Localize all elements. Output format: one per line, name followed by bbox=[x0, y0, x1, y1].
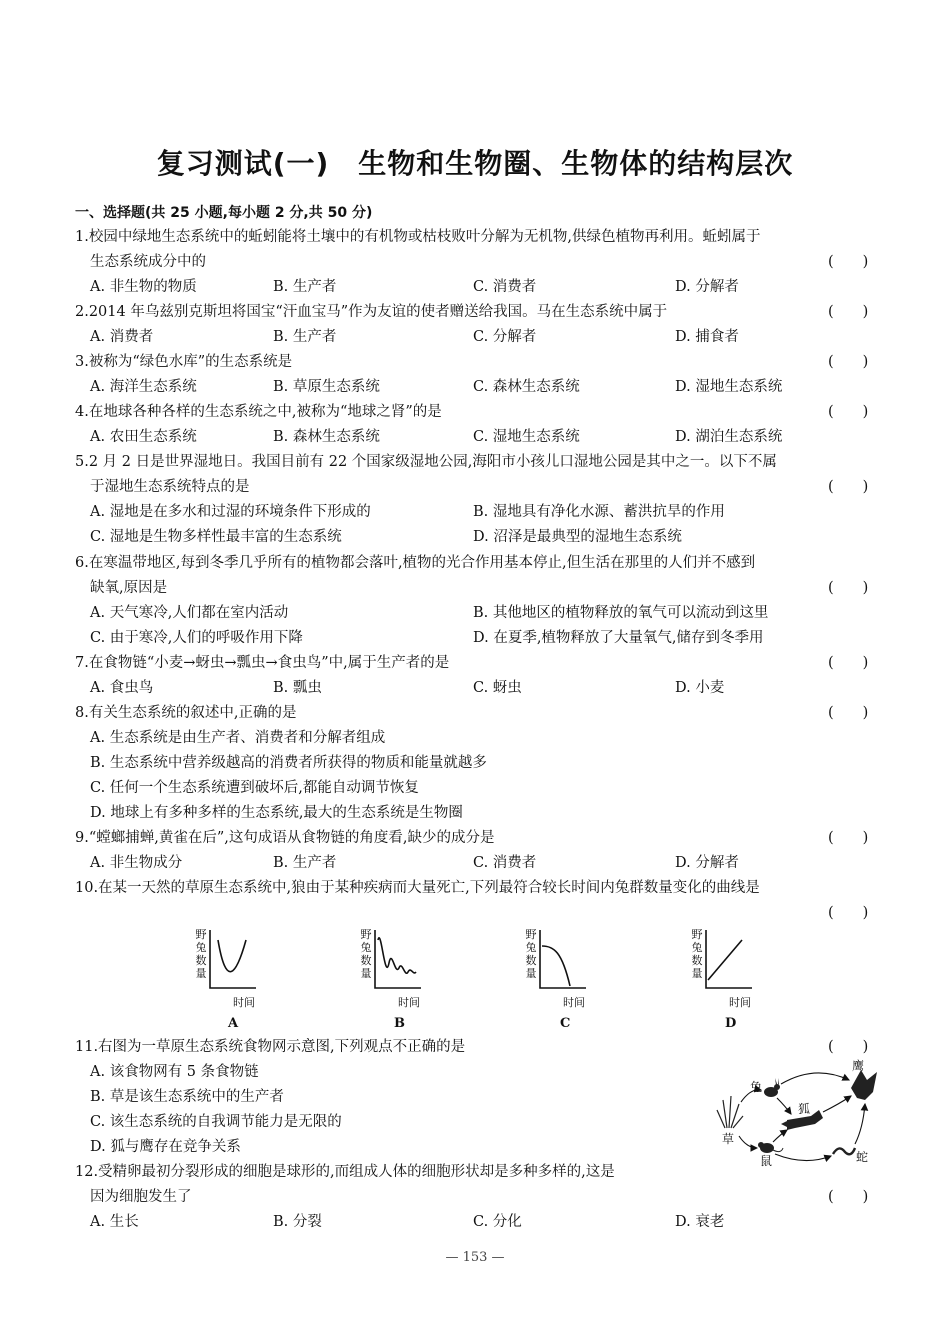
q1-option-c[interactable]: C. 消费者 bbox=[473, 279, 537, 295]
question-5-stem-cont: 于湿地生态系统特点的是 bbox=[90, 479, 250, 495]
q12-option-b[interactable]: B. 分裂 bbox=[273, 1214, 322, 1230]
q5-option-d[interactable]: D. 沼泽是最典型的湿地生态系统 bbox=[473, 529, 682, 545]
answer-blank-3[interactable]: ( ) bbox=[828, 354, 869, 370]
q6-option-d[interactable]: D. 在夏季,植物释放了大量氧气,储存到冬季用 bbox=[473, 630, 764, 646]
graph-d-ylabel: 野兔数量 bbox=[691, 928, 703, 980]
q7-option-d[interactable]: D. 小麦 bbox=[675, 680, 725, 696]
q1-option-b[interactable]: B. 生产者 bbox=[273, 279, 337, 295]
graph-b-label[interactable]: B bbox=[394, 1016, 405, 1031]
q7-option-c[interactable]: C. 蚜虫 bbox=[473, 680, 522, 696]
question-5-stem: 5.2 月 2 日是世界湿地日。我国目前有 22 个国家级湿地公园,海阳市小孩儿口湿地公园是其中之一。以下不属 bbox=[75, 454, 777, 470]
q4-option-c[interactable]: C. 湿地生态系统 bbox=[473, 429, 580, 445]
q11-option-d[interactable]: D. 狐与鹰存在竞争关系 bbox=[90, 1139, 241, 1155]
q12-option-d[interactable]: D. 衰老 bbox=[675, 1214, 725, 1230]
graph-d-xlabel: 时间 bbox=[729, 996, 751, 1009]
answer-blank-9[interactable]: ( ) bbox=[828, 830, 869, 846]
answer-blank-8[interactable]: ( ) bbox=[828, 705, 869, 721]
q2-option-d[interactable]: D. 捕食者 bbox=[675, 329, 739, 345]
rabbit-icon bbox=[764, 1078, 780, 1097]
page-number: — 153 — bbox=[445, 1250, 505, 1265]
question-8-stem: 8.有关生态系统的叙述中,正确的是 bbox=[75, 705, 297, 721]
graph-c-xlabel: 时间 bbox=[563, 996, 585, 1009]
answer-blank-2[interactable]: ( ) bbox=[828, 304, 869, 320]
hawk-icon bbox=[851, 1070, 877, 1100]
answer-blank-7[interactable]: ( ) bbox=[828, 655, 869, 671]
q5-option-b[interactable]: B. 湿地具有净化水源、蓄洪抗旱的作用 bbox=[473, 504, 725, 520]
q2-option-c[interactable]: C. 分解者 bbox=[473, 329, 537, 345]
graph-c-axes bbox=[538, 928, 588, 993]
question-4-stem: 4.在地球各种各样的生态系统之中,被称为“地球之肾”的是 bbox=[75, 404, 442, 420]
q1-option-a[interactable]: A. 非生物的物质 bbox=[90, 279, 197, 295]
q4-option-b[interactable]: B. 森林生态系统 bbox=[273, 429, 380, 445]
q11-option-c[interactable]: C. 该生态系统的自我调节能力是无限的 bbox=[90, 1114, 342, 1130]
q1-option-d[interactable]: D. 分解者 bbox=[675, 279, 739, 295]
q4-option-d[interactable]: D. 湖泊生态系统 bbox=[675, 429, 783, 445]
q11-option-a[interactable]: A. 该食物网有 5 条食物链 bbox=[90, 1064, 259, 1080]
question-1-stem: 1.校园中绿地生态系统中的蚯蚓能将土壤中的有机物或枯枝败叶分解为无机物,供绿色植物再利用。蚯蚓属于 bbox=[75, 229, 761, 245]
graph-b-xlabel: 时间 bbox=[398, 996, 420, 1009]
graph-b-curve bbox=[378, 938, 416, 973]
graph-d-axes bbox=[704, 928, 754, 993]
q3-option-d[interactable]: D. 湿地生态系统 bbox=[675, 379, 783, 395]
q11-option-b[interactable]: B. 草是该生态系统中的生产者 bbox=[90, 1089, 284, 1105]
answer-blank-5[interactable]: ( ) bbox=[828, 479, 869, 495]
graph-c-label[interactable]: C bbox=[560, 1016, 571, 1031]
question-9-stem: 9.“螳螂捕蝉,黄雀在后”,这句成语从食物链的角度看,缺少的成分是 bbox=[75, 830, 495, 846]
q6-option-b[interactable]: B. 其他地区的植物释放的氧气可以流动到这里 bbox=[473, 605, 769, 621]
q9-option-a[interactable]: A. 非生物成分 bbox=[90, 855, 183, 871]
q4-option-a[interactable]: A. 农田生态系统 bbox=[90, 429, 197, 445]
graph-a-xlabel: 时间 bbox=[233, 996, 255, 1009]
q8-option-b[interactable]: B. 生态系统中营养级越高的消费者所获得的物质和能量就越多 bbox=[90, 755, 487, 771]
question-10-stem: 10.在某一天然的草原生态系统中,狼由于某种疾病而大量死亡,下列最符合较长时间内兔群数量变化的曲线是 bbox=[75, 880, 760, 896]
food-web-label-fox: 狐 bbox=[798, 1102, 811, 1116]
food-web-label-hawk: 鹰 bbox=[852, 1059, 865, 1073]
q3-option-b[interactable]: B. 草原生态系统 bbox=[273, 379, 380, 395]
q6-option-c[interactable]: C. 由于寒冷,人们的呼吸作用下降 bbox=[90, 630, 303, 646]
question-12-stem: 12.受精卵最初分裂形成的细胞是球形的,而组成人体的细胞形状却是多种多样的,这是 bbox=[75, 1164, 615, 1180]
q9-option-c[interactable]: C. 消费者 bbox=[473, 855, 537, 871]
graph-b-axes bbox=[373, 928, 423, 993]
answer-blank-12[interactable]: ( ) bbox=[828, 1189, 869, 1205]
q2-option-a[interactable]: A. 消费者 bbox=[90, 329, 154, 345]
snake-icon bbox=[833, 1148, 855, 1154]
q12-option-a[interactable]: A. 生长 bbox=[90, 1214, 139, 1230]
question-7-stem: 7.在食物链“小麦→蚜虫→瓢虫→食虫鸟”中,属于生产者的是 bbox=[75, 655, 450, 671]
q3-option-c[interactable]: C. 森林生态系统 bbox=[473, 379, 580, 395]
q9-option-d[interactable]: D. 分解者 bbox=[675, 855, 739, 871]
section-heading: 一、选择题(共 25 小题,每小题 2 分,共 50 分) bbox=[75, 205, 373, 221]
question-12-stem-cont: 因为细胞发生了 bbox=[90, 1189, 192, 1205]
question-11-stem: 11.右图为一草原生态系统食物网示意图,下列观点不正确的是 bbox=[75, 1039, 466, 1055]
graph-d-curve bbox=[708, 940, 742, 980]
q12-option-c[interactable]: C. 分化 bbox=[473, 1214, 522, 1230]
answer-blank-6[interactable]: ( ) bbox=[828, 580, 869, 596]
q3-option-a[interactable]: A. 海洋生态系统 bbox=[90, 379, 197, 395]
question-6-stem: 6.在寒温带地区,每到冬季几乎所有的植物都会落叶,植物的光合作用基本停止,但生活在那里的人们并不感到 bbox=[75, 555, 756, 571]
graph-a-axes bbox=[208, 928, 258, 993]
answer-blank-10[interactable]: ( ) bbox=[828, 905, 869, 921]
q6-option-a[interactable]: A. 天气寒冷,人们都在室内活动 bbox=[90, 605, 289, 621]
graph-a-label[interactable]: A bbox=[228, 1016, 239, 1031]
answer-blank-11[interactable]: ( ) bbox=[828, 1039, 869, 1055]
q2-option-b[interactable]: B. 生产者 bbox=[273, 329, 337, 345]
graph-c-ylabel: 野兔数量 bbox=[525, 928, 537, 980]
question-2-stem: 2.2014 年乌兹别克斯坦将国宝“汗血宝马”作为友谊的使者赠送给我国。马在生态系统中属于 bbox=[75, 304, 668, 320]
answer-blank-1[interactable]: ( ) bbox=[828, 254, 869, 270]
question-6-stem-cont: 缺氧,原因是 bbox=[90, 580, 168, 596]
question-3-stem: 3.被称为“绿色水库”的生态系统是 bbox=[75, 354, 293, 370]
graph-a-curve bbox=[218, 940, 246, 972]
graph-b-ylabel: 野兔数量 bbox=[360, 928, 372, 980]
graph-a-ylabel: 野兔数量 bbox=[195, 928, 207, 980]
q5-option-a[interactable]: A. 湿地是在多水和过湿的环境条件下形成的 bbox=[90, 504, 371, 520]
q8-option-d[interactable]: D. 地球上有多种多样的生态系统,最大的生态系统是生物圈 bbox=[90, 805, 463, 821]
food-web-label-grass: 草 bbox=[722, 1132, 735, 1146]
grass-icon bbox=[717, 1096, 743, 1128]
q8-option-a[interactable]: A. 生态系统是由生产者、消费者和分解者组成 bbox=[90, 730, 386, 746]
q7-option-b[interactable]: B. 瓢虫 bbox=[273, 680, 322, 696]
food-web-label-mouse: 鼠 bbox=[760, 1154, 773, 1168]
food-web-label-snake: 蛇 bbox=[856, 1150, 869, 1164]
graph-d-label[interactable]: D bbox=[725, 1016, 737, 1031]
answer-blank-4[interactable]: ( ) bbox=[828, 404, 869, 420]
q5-option-c[interactable]: C. 湿地是生物多样性最丰富的生态系统 bbox=[90, 529, 342, 545]
q8-option-c[interactable]: C. 任何一个生态系统遭到破坏后,都能自动调节恢复 bbox=[90, 780, 419, 796]
graph-c-curve bbox=[542, 946, 570, 986]
food-web-label-rabbit: 兔 bbox=[750, 1080, 763, 1094]
q7-option-a[interactable]: A. 食虫鸟 bbox=[90, 680, 154, 696]
q9-option-b[interactable]: B. 生产者 bbox=[273, 855, 337, 871]
question-1-stem-cont: 生态系统成分中的 bbox=[90, 254, 206, 270]
page-title: 复习测试(一) 生物和生物圈、生物体的结构层次 bbox=[156, 147, 794, 180]
